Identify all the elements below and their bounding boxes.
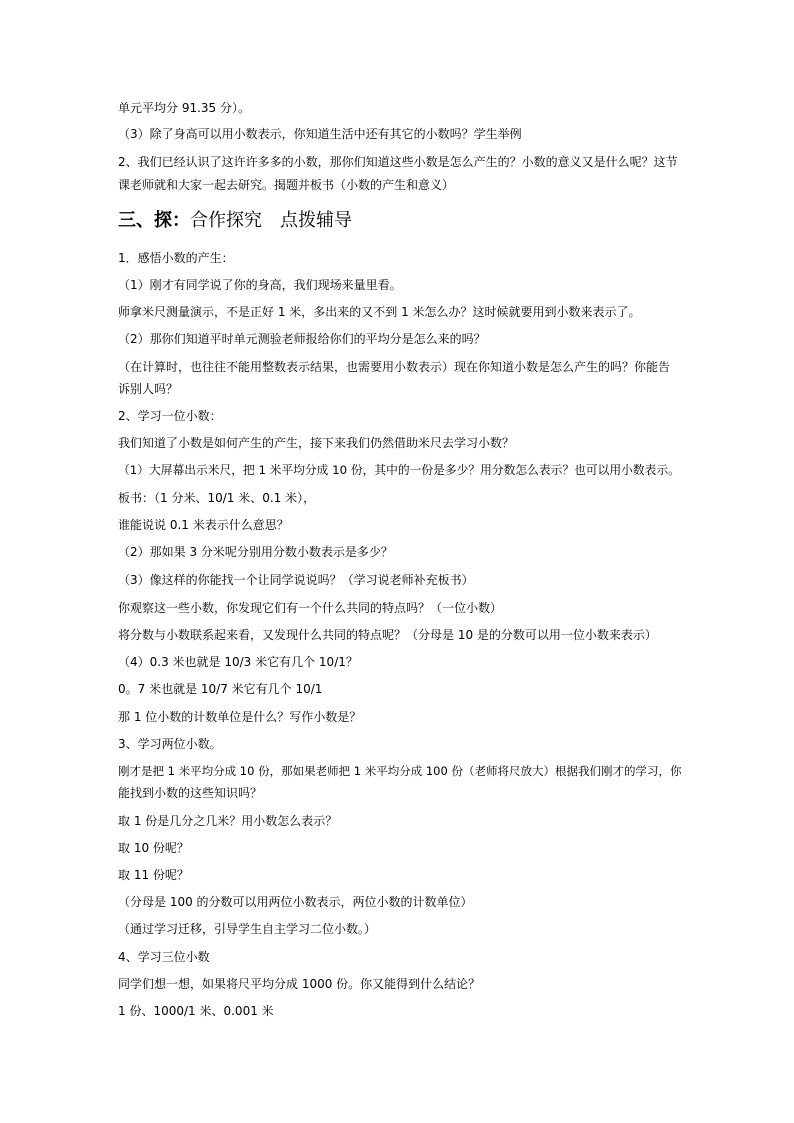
text-line: （3）除了身高可以用小数表示，你知道生活中还有其它的小数吗？学生举例 <box>118 127 522 141</box>
text-line: 诉别人吗？ <box>118 382 179 396</box>
text-line: 2、学习一位小数： <box>118 409 222 423</box>
text-line: 我们知道了小数是如何产生的产生，接下来我们仍然借助米尺去学习小数？ <box>118 436 515 450</box>
text-line: 那 1 位小数的计数单位是什么？写作小数是？ <box>118 710 362 724</box>
text-line: （分母是 100 的分数可以用两位小数表示，两位小数的计数单位） <box>118 895 473 909</box>
section-heading <box>118 210 352 232</box>
text-line: 4、学习三位小数 <box>118 950 210 964</box>
text-line: （在计算时，也往往不能用整数表示结果，也需要用小数表示）现在你知道小数是怎么产生的吗？你能告 <box>118 360 671 374</box>
text-line: 1 份、1000/1 米、0.001 米 <box>118 1004 274 1018</box>
section-heading-prefix: 三、探： <box>118 210 190 231</box>
section-heading-title: 合作探究 点拨辅导 <box>190 210 352 231</box>
text-line: 1．感悟小数的产生： <box>118 251 234 265</box>
text-line: 同学们想一想，如果将尺平均分成 1000 份。你又能得到什么结论？ <box>118 977 481 991</box>
text-line: （1）刚才有同学说了你的身高，我们现场来量里看。 <box>118 278 402 292</box>
text-line: 取 10 份呢？ <box>118 841 189 855</box>
text-line: （2）那你们知道平时单元测验老师报给你们的平均分是怎么来的吗？ <box>118 332 486 346</box>
text-line: 3、学习两位小数。 <box>118 737 222 751</box>
text-line: （2）那如果 3 分米呢分别用分数小数表示是多少？ <box>118 545 393 559</box>
text-line: （通过学习迁移，引导学生自主学习二位小数。） <box>118 922 377 936</box>
text-line: （4）0.3 米也就是 10/3 米它有几个 10/1？ <box>118 655 358 669</box>
text-line: 你观察这一些小数，你发现它们有一个什么共同的特点吗？（一位小数） <box>118 601 503 615</box>
text-line: 师拿米尺测量演示，不是正好 1 米，多出来的又不到 1 米怎么办？这时候就要用到小数来表示了。 <box>118 305 641 319</box>
text-line: （3）像这样的你能找一个让同学说说吗？（学习说老师补充板书） <box>118 573 474 587</box>
text-line: 0。7 米也就是 10/7 米它有几个 10/1 <box>118 682 323 696</box>
text-line: 将分数与小数联系起来看，又发现什么共同的特点呢？（分母是 10 是的分数可以用一位小数来表示） <box>118 628 657 642</box>
text-line: 谁能说说 0.1 米表示什么意思？ <box>118 518 289 532</box>
text-line: 2、我们已经认识了这许许多多的小数，那你们知道这些小数是怎么产生的？小数的意义又是什么呢？这节 <box>118 155 678 169</box>
text-line: 板书：（1 分米、10/1 米、0.1 米）， <box>118 491 316 505</box>
text-line: 单元平均分 91.35 分）。 <box>118 101 250 115</box>
text-line: 取 11 份呢？ <box>118 868 189 882</box>
text-line: 刚才是把 1 米平均分成 10 份，那如果老师把 1 米平均分成 100 份（老师将尺放大）根据我们刚才的学习，你 <box>118 764 682 778</box>
text-line: 能找到小数的这些知识吗？ <box>118 786 263 800</box>
text-line: （1）大屏幕出示米尺，把 1 米平均分成 10 份，其中的一份是多少？用分数怎么表示？也可以用小数表示。 <box>118 463 680 477</box>
text-line: 课老师就和大家一起去研究。揭题并板书（小数的产生和意义） <box>118 178 455 192</box>
text-line: 取 1 份是几分之几米？用小数怎么表示？ <box>118 814 338 828</box>
